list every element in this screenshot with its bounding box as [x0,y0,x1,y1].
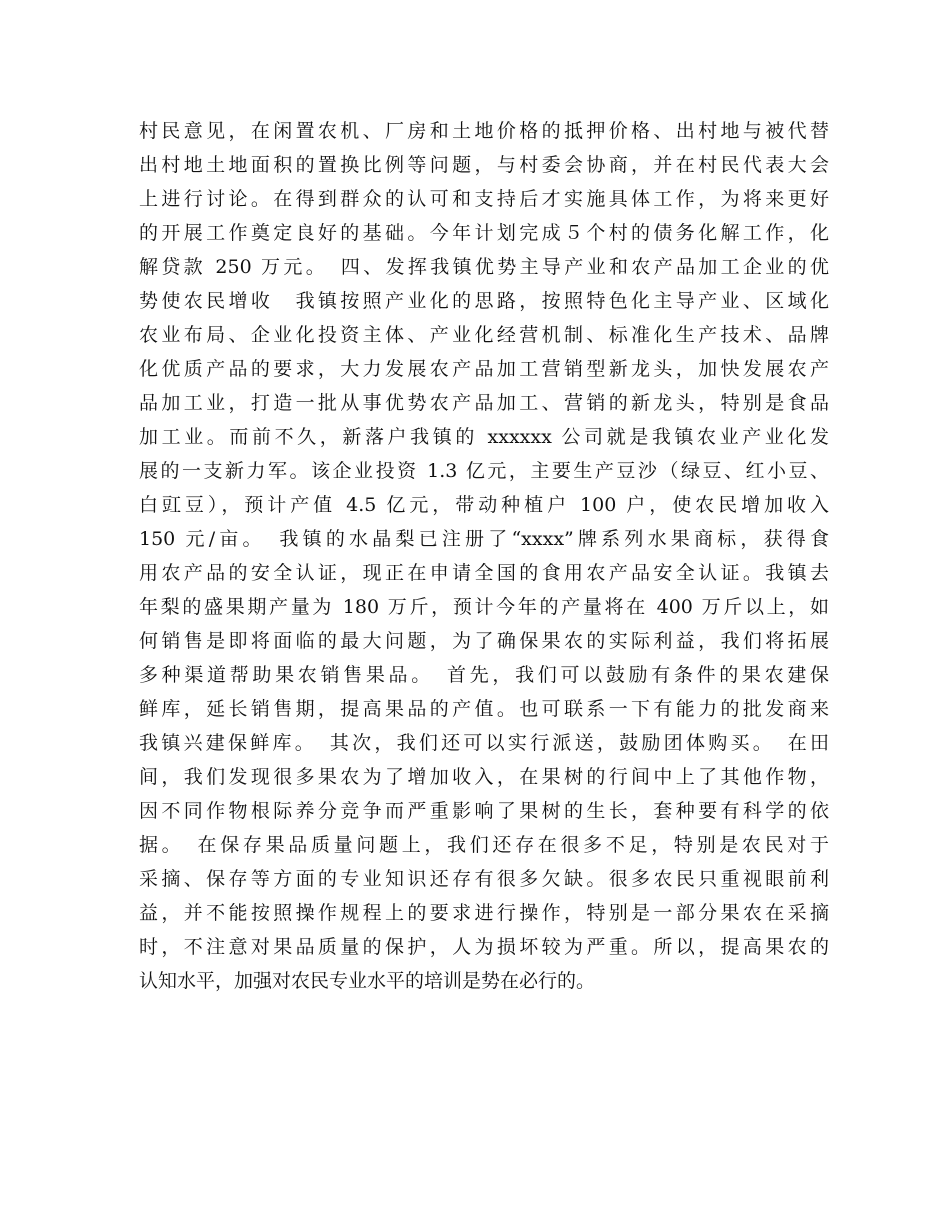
text-line: 150 元/亩。 我镇的水晶梨已注册了“xxxx”牌系列水果商标，获得食 [139,528,829,550]
text-line: 采摘、保存等方面的专业知识还存有很多欠缺。很多农民只重视眼前利 [139,868,829,890]
text-line: 因不同作物根际养分竞争而严重影响了果树的生长，套种要有科学的依 [139,800,829,822]
text-line: 村民意见，在闲置农机、厂房和土地价格的抵押价格、出村地与被代替 [139,120,829,142]
text-line: 白豇豆），预计产值 4.5 亿元，带动种植户 100 户，使农民增加收入 [139,494,829,516]
text-line: 加工业。而前不久，新落户我镇的 xxxxxx 公司就是我镇农业产业化发 [139,426,829,448]
text-line: 上进行讨论。在得到群众的认可和支持后才实施具体工作，为将来更好 [139,188,829,210]
text-line: 的开展工作奠定良好的基础。今年计划完成５个村的债务化解工作，化 [139,222,829,244]
text-line: 化优质产品的要求，大力发展农产品加工营销型新龙头，加快发展农产 [139,358,829,380]
text-line: 用农产品的安全认证，现正在申请全国的食用农产品安全认证。我镇去 [139,562,829,584]
text-line: 时，不注意对果品质量的保护，人为损坏较为严重。所以，提高果农的 [139,936,829,958]
text-line: 鲜库，延长销售期，提高果品的产值。也可联系一下有能力的批发商来 [139,698,829,720]
body-text [139,114,829,998]
text-line: 我镇兴建保鲜库。 其次，我们还可以实行派送，鼓励团体购买。 在田 [139,732,829,754]
text-line: 年梨的盛果期产量为 180 万斤，预计今年的产量将在 400 万斤以上，如 [139,596,829,618]
text-line: 益，并不能按照操作规程上的要求进行操作，特别是一部分果农在采摘 [139,902,829,924]
text-line: 认知水平，加强对农民专业水平的培训是势在必行的。 [139,970,596,992]
text-line: 解贷款 250 万元。 四、发挥我镇优势主导产业和农产品加工企业的优 [139,256,829,278]
text-line: 展的一支新力军。该企业投资 1.3 亿元，主要生产豆沙（绿豆、红小豆、 [139,460,829,482]
text-line: 品加工业，打造一批从事优势农产品加工、营销的新龙头，特别是食品 [139,392,829,414]
text-line: 出村地土地面积的置换比例等问题，与村委会协商，并在村民代表大会 [139,154,829,176]
text-line: 间，我们发现很多果农为了增加收入，在果树的行间中上了其他作物， [139,766,829,788]
text-line: 何销售是即将面临的最大问题，为了确保果农的实际利益，我们将拓展 [139,630,829,652]
text-line: 多种渠道帮助果农销售果品。 首先，我们可以鼓励有条件的果农建保 [139,664,829,686]
text-line: 势使农民增收 我镇按照产业化的思路，按照特色化主导产业、区域化 [139,290,829,312]
text-line: 农业布局、企业化投资主体、产业化经营机制、标准化生产技术、品牌 [139,324,829,346]
text-line: 据。 在保存果品质量问题上，我们还存在很多不足，特别是农民对于 [139,834,829,856]
